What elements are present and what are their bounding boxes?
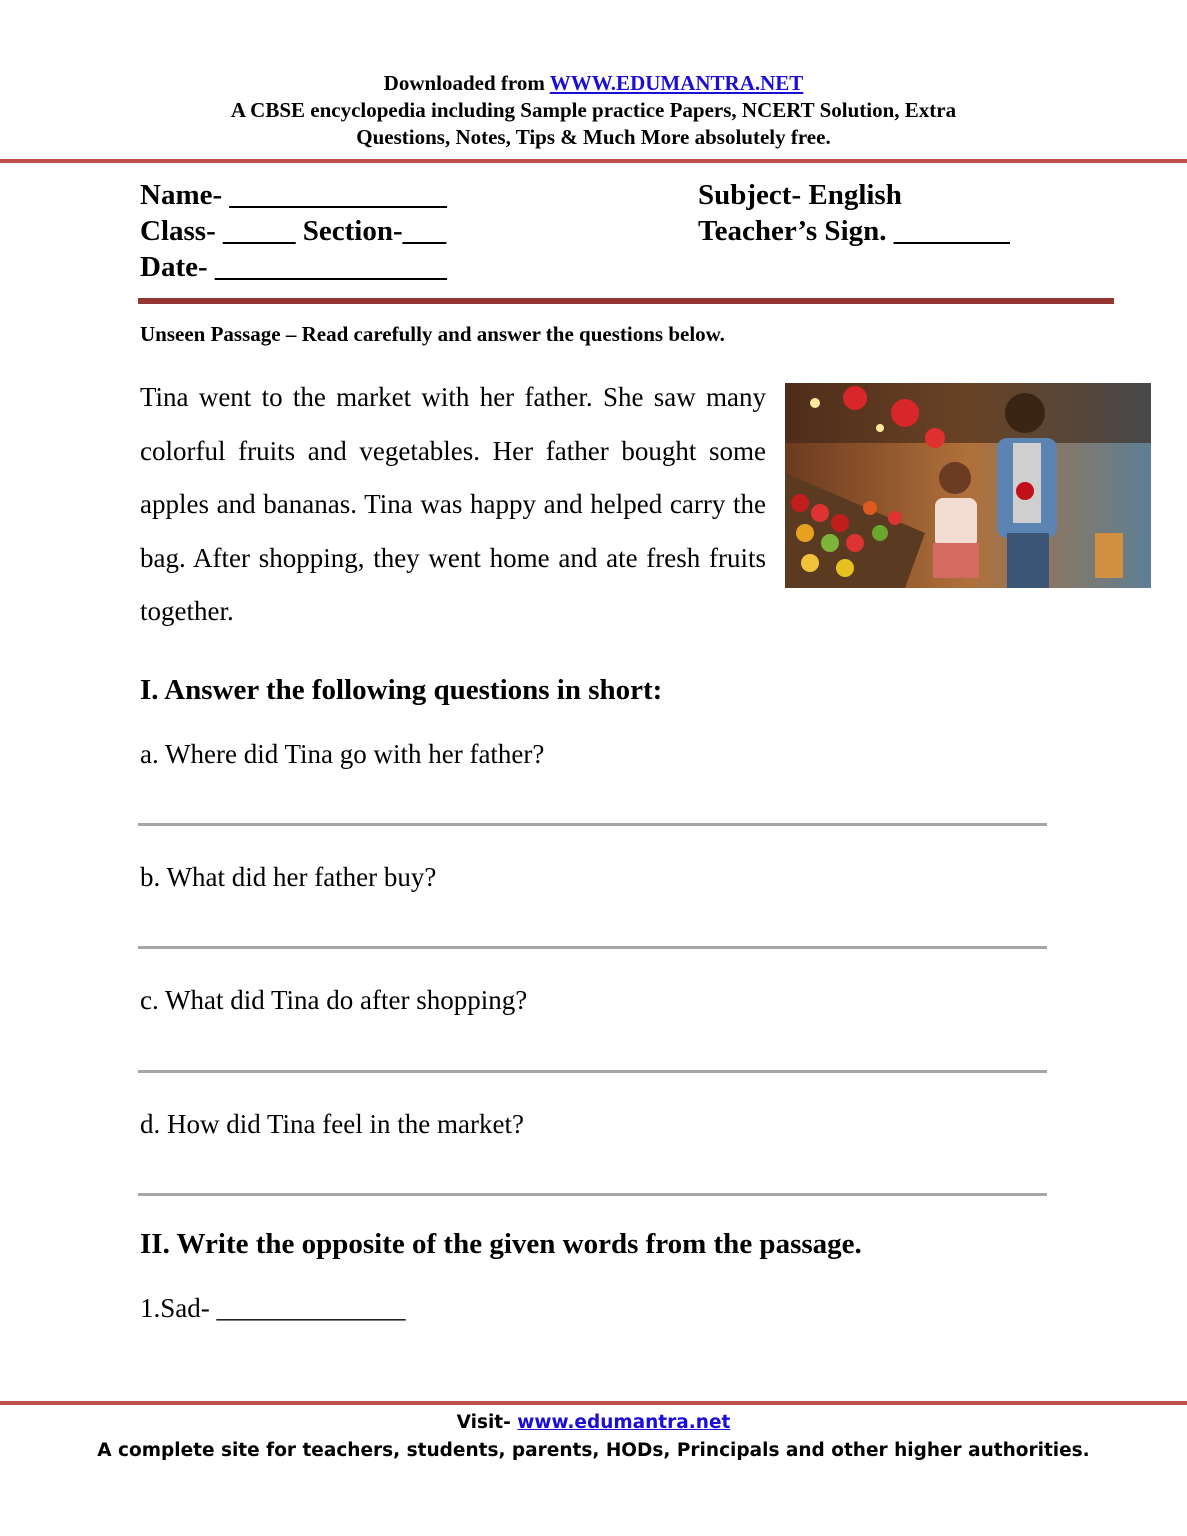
passage-text: Tina went to the market with her father. She saw many colorful fruits and vegetables. Her father bought some apples and bananas. Tina was happy and helped carry the bag. After shopping, they went home and ate fresh fruits together. [140, 382, 766, 626]
market-illustration [785, 383, 1151, 588]
visit-label: Visit- [456, 1412, 511, 1433]
class-section-field: Class- _____ Section-___ [140, 215, 447, 247]
footer-visit [0, 1412, 1187, 1433]
site-link[interactable]: WWW.EDUMANTRA.NET [549, 71, 804, 95]
header-line-1 [0, 70, 1187, 97]
name-field: Name- _______________ [140, 179, 447, 211]
answer-line-b[interactable] [138, 946, 1047, 949]
footer-link[interactable]: www.edumantra.net [517, 1412, 731, 1433]
header-line-3: Questions, Notes, Tips & Much More absolutely free. [356, 125, 831, 149]
answer-line-a[interactable] [138, 823, 1047, 826]
section-1-heading: I. Answer the following questions in short: [140, 674, 663, 706]
question-c: c. What did Tina do after shopping? [140, 985, 528, 1015]
footer-tagline: A complete site for teachers, students, parents, HODs, Principals and other higher authorities. [97, 1440, 1090, 1461]
passage-instruction: Unseen Passage – Read carefully and answer the questions below. [140, 322, 725, 346]
date-field: Date- ________________ [140, 251, 447, 283]
answer-line-c[interactable] [138, 1070, 1047, 1073]
opposite-item-1: 1.Sad- ______________ [140, 1293, 406, 1323]
info-divider [138, 298, 1114, 304]
answer-line-d[interactable] [138, 1193, 1047, 1196]
footer-divider [0, 1401, 1187, 1405]
downloaded-from-text: Downloaded from [383, 71, 545, 95]
teacher-sign-field: Teacher’s Sign. ________ [698, 215, 1010, 247]
header-line-2: A CBSE encyclopedia including Sample practice Papers, NCERT Solution, Extra [230, 98, 957, 122]
section-2-heading: II. Write the opposite of the given words from the passage. [140, 1228, 862, 1260]
question-d: d. How did Tina feel in the market? [140, 1109, 524, 1139]
top-divider [0, 159, 1187, 163]
question-b: b. What did her father buy? [140, 862, 437, 892]
question-a: a. Where did Tina go with her father? [140, 739, 545, 769]
subject-field: Subject- English [698, 179, 902, 211]
